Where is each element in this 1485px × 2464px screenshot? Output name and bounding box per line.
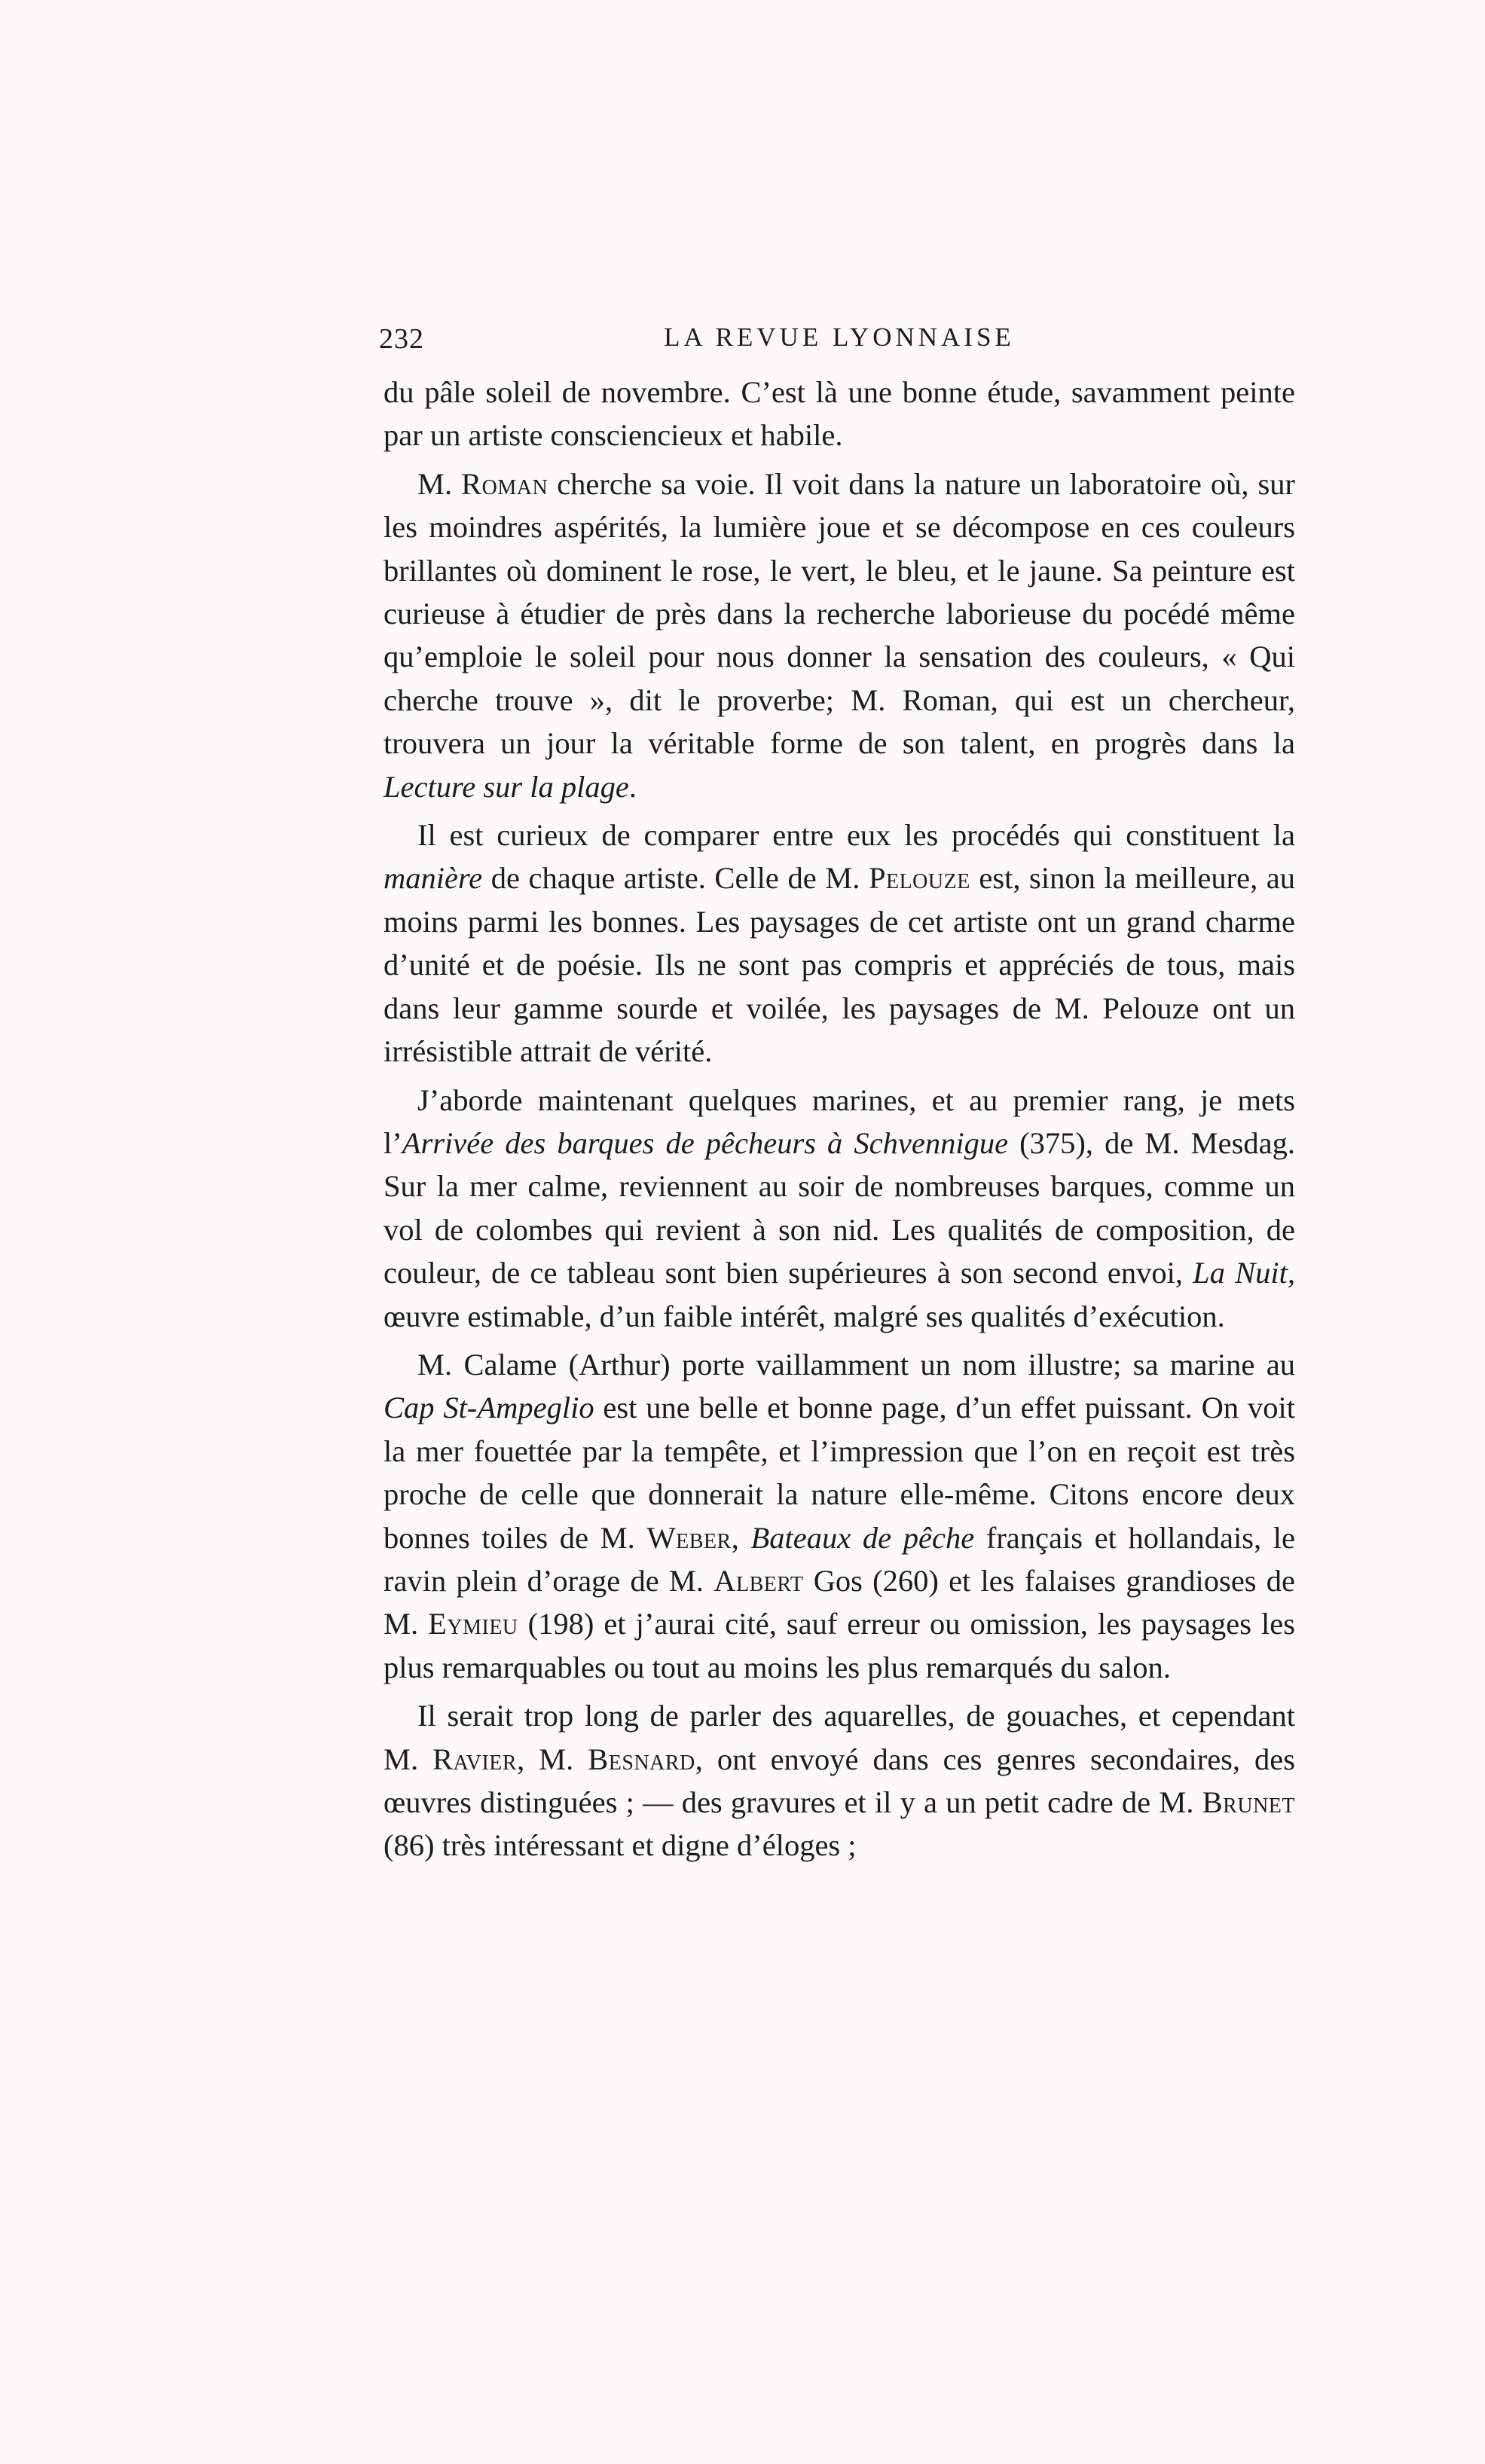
- small-caps-name: Brunet: [1202, 1785, 1295, 1819]
- paragraph: [383, 371, 1295, 457]
- text-run: (198) et j’aurai cité, sauf erreur ou omission, les paysages les plus remarquables ou tout au moins les plus remarqués du salon.: [383, 1607, 1295, 1684]
- small-caps-name: Eymieu: [428, 1607, 518, 1641]
- text-run: de chaque artiste. Celle de M.: [482, 861, 869, 896]
- small-caps-name: Pelouze: [868, 861, 970, 896]
- text-run: est une belle et bonne page, d’un effet puissant. On voit la mer fouettée par la tempête, et l’impression que l’on en reçoit est très proche de celle que donnerait la nature elle-même. Citons encore deux bonnes toiles de M.: [383, 1391, 1295, 1555]
- small-caps-name: Ravier: [432, 1742, 518, 1776]
- text-run: est, sinon la meilleure, au moins parmi les bonnes. Les paysages de cet artiste ont un grand charme d’unité et de poésie. Ils ne sont pas compris et appréciés de tous, mais dans leur gamme sourde et voilée, les paysages de M. Pelouze ont un irrésistible attrait de vérité.: [383, 861, 1295, 1069]
- page-number: 232: [379, 323, 424, 355]
- small-caps-name: Weber: [646, 1520, 732, 1555]
- text-run: (375), de M. Mesdag. Sur la mer calme, reviennent au soir de nombreuses barques, comme un vol de colombes qui revient à son nid. Les qualités de composition, de couleur, de ce tableau sont bien supérieures à son second envoi,: [383, 1125, 1295, 1290]
- paragraph: [383, 814, 1295, 1073]
- paragraph: [383, 1079, 1295, 1338]
- small-caps-name: Besnard: [588, 1742, 695, 1776]
- text-run: français et hollandais, le ravin plein d’orage de M.: [383, 1520, 1296, 1598]
- text-run: , ont envoyé dans ces genres secondaires, des œuvres distinguées ; — des gravures et il y a un petit cadre de M.: [383, 1742, 1296, 1819]
- text-run: Gos (260) et les falaises grandioses de M.: [383, 1563, 1295, 1641]
- italic-title: Bateaux de pêche: [750, 1520, 975, 1555]
- italic-title: manière: [383, 861, 483, 896]
- running-title: LA REVUE LYONNAISE: [664, 322, 1015, 352]
- small-caps-name: Roman: [461, 466, 548, 501]
- paragraph: [383, 1694, 1295, 1867]
- text-run: .: [628, 769, 637, 804]
- italic-title: Lecture sur la plage: [383, 769, 629, 804]
- text-run: M.: [417, 466, 462, 501]
- italic-title: Cap St-Ampeglio: [383, 1391, 594, 1425]
- text-run: , M.: [517, 1742, 588, 1776]
- text-run: du pâle soleil de novembre. C’est là une bonne étude, savamment peinte par un artiste consciencieux et habile.: [383, 375, 1295, 453]
- italic-title: Arrivée des barques de pêcheurs à Schvennigue: [402, 1125, 1009, 1160]
- text-run: (86) très intéressant et digne d’éloges ;: [383, 1828, 857, 1863]
- page-header: [379, 322, 1300, 360]
- text-run: cherche sa voie. Il voit dans la nature un laboratoire où, sur les moindres aspérités, la lumière joue et se décompose en ces couleurs brillantes où dominent le rose, le vert, le bleu, et le jaune. Sa peinture est curieuse à étudier de près dans la recherche laborieuse du pocédé même qu’emploie le soleil pour nous donner la sensation des couleurs, « Qui cherche trouve », dit le proverbe; M. Roman, qui est un chercheur, trouvera un jour la véritable forme de son talent, en progrès dans la: [383, 466, 1295, 761]
- italic-title: La Nuit,: [1193, 1256, 1295, 1290]
- small-caps-name: Albert: [713, 1563, 804, 1598]
- text-run: Il est curieux de comparer entre eux les procédés qui constituent la: [417, 818, 1295, 853]
- text-run: Il serait trop long de parler des aquarelles, de gouaches, et cependant M.: [383, 1699, 1295, 1776]
- text-run: M. Calame (Arthur) porte vaillamment un nom illustre; sa marine au: [417, 1347, 1295, 1382]
- paragraph: [383, 463, 1295, 808]
- text-run: œuvre estimable, d’un faible intérêt, malgré ses qualités d’exécution.: [383, 1299, 1225, 1333]
- text-run: J’aborde maintenant quelques marines, et au premier rang, je mets l’: [383, 1082, 1295, 1160]
- paragraph: [383, 1343, 1295, 1689]
- text-run: ,: [731, 1520, 751, 1555]
- article-body: [383, 371, 1295, 1867]
